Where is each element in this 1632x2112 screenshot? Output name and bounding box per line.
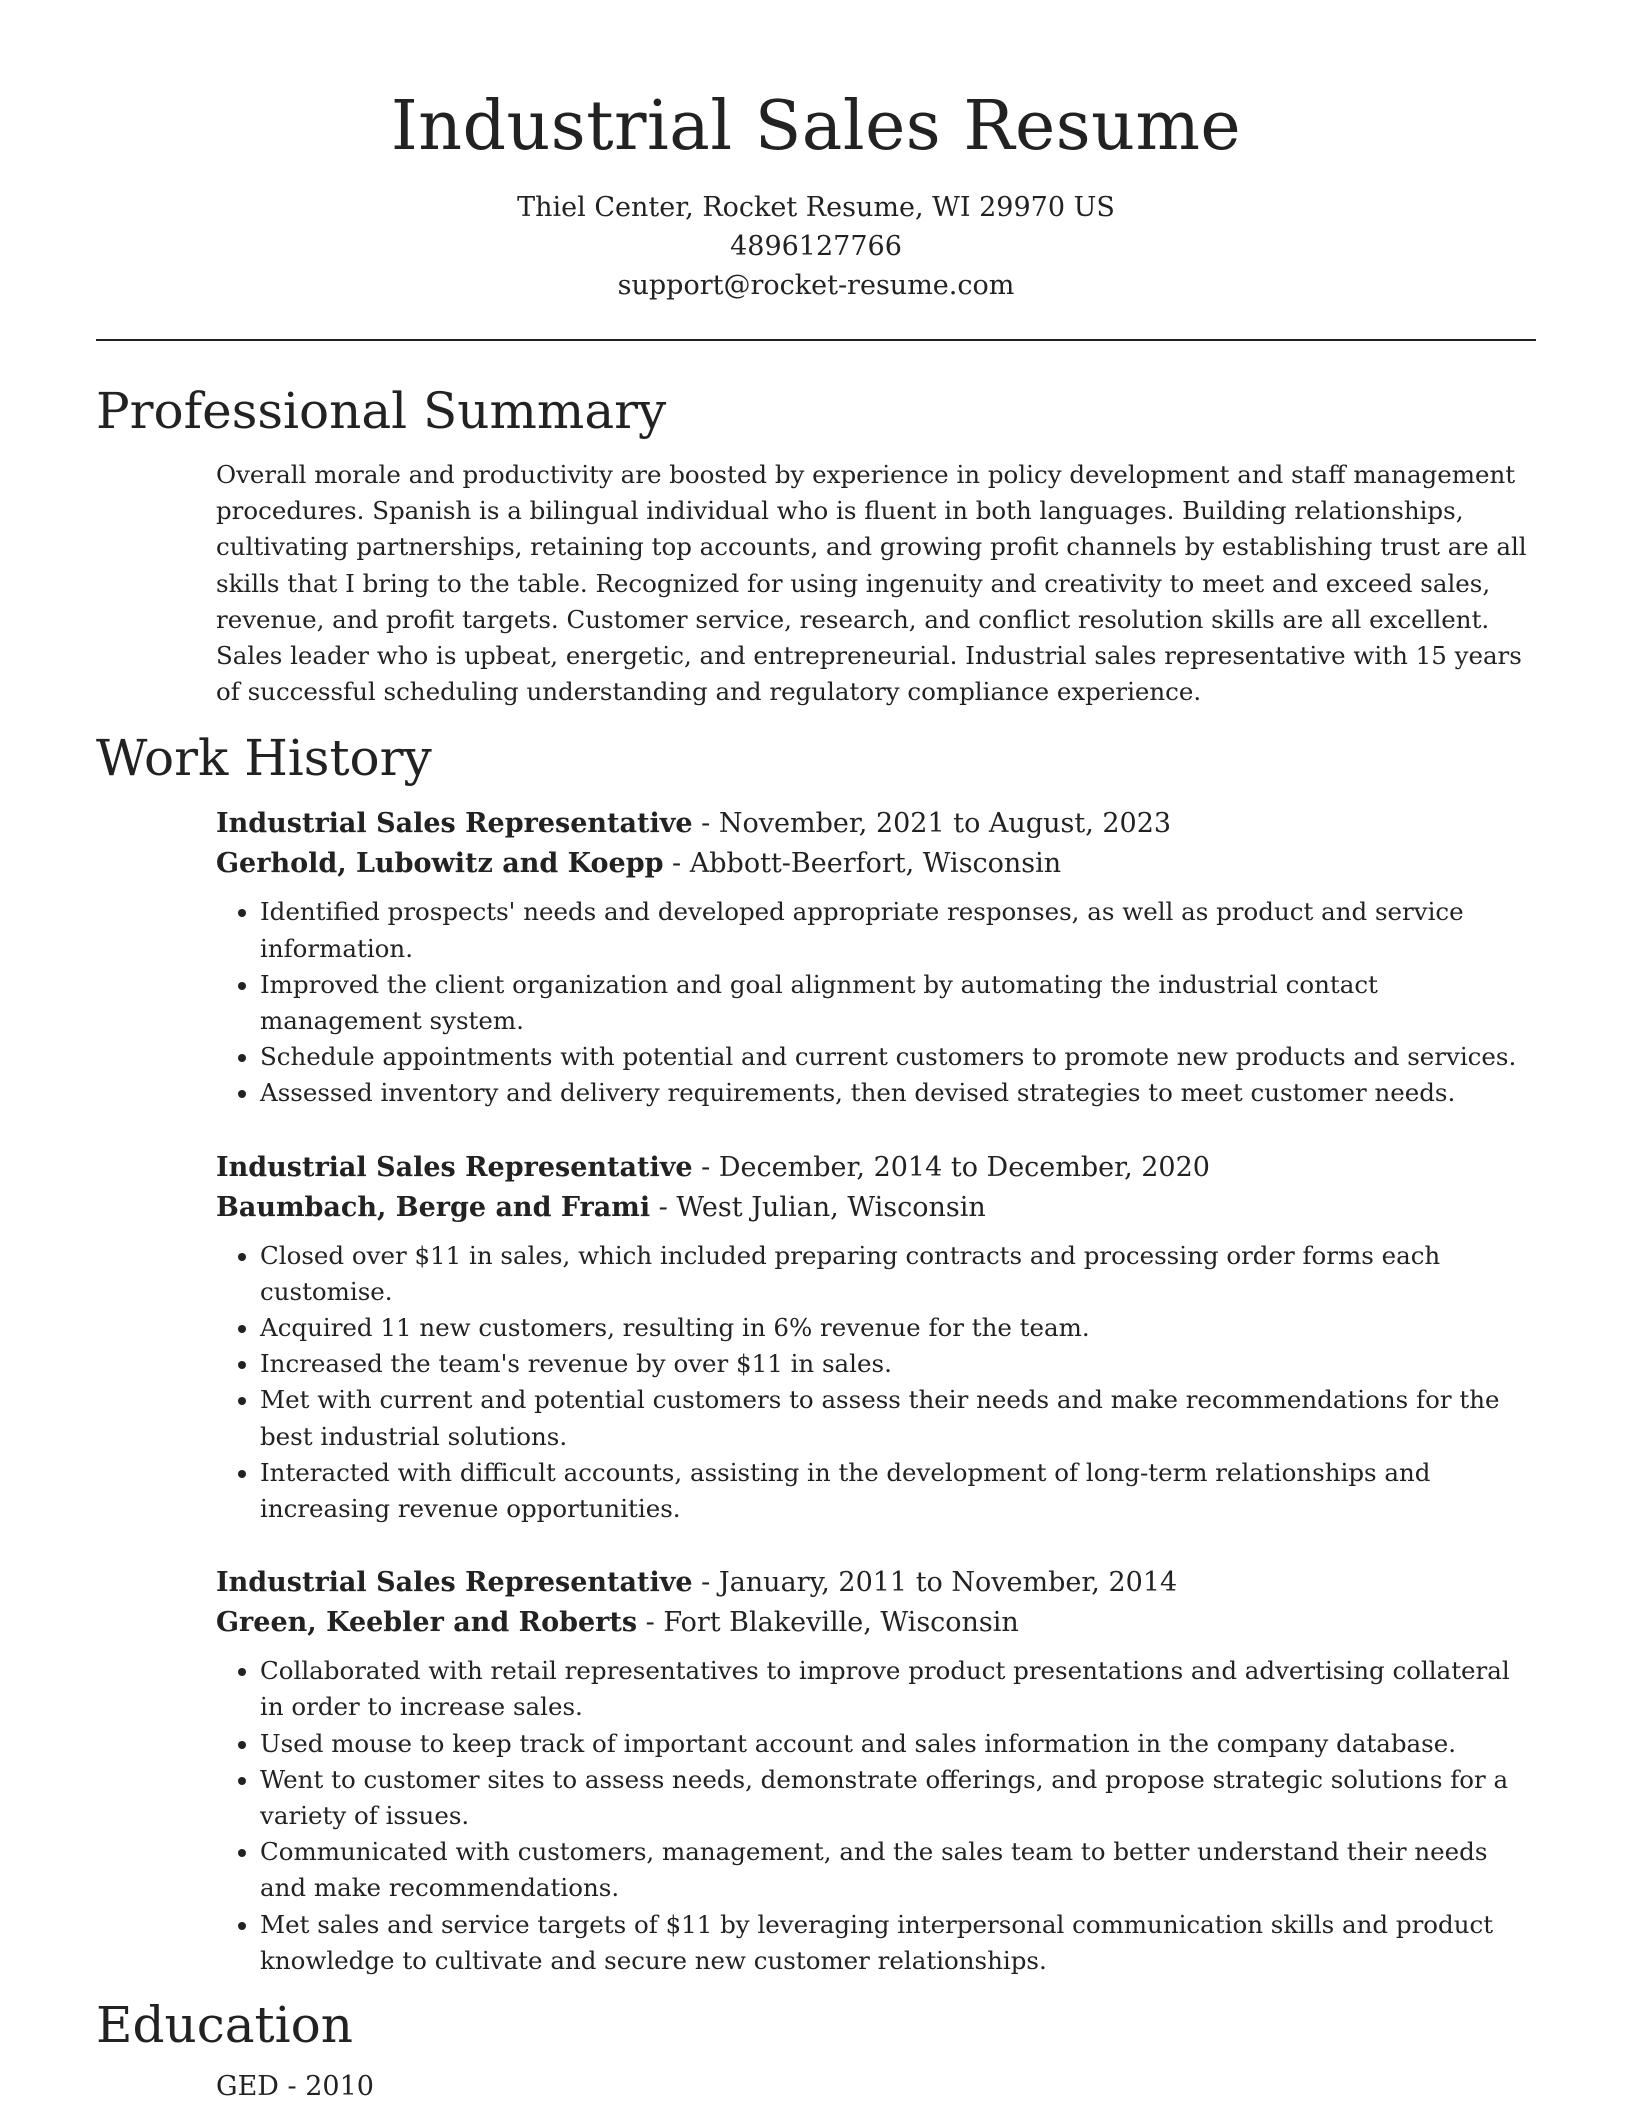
- contact-info: [96, 188, 1536, 305]
- list-item: • Interacted with difficult accounts, assisting in the development of long-term relationships and increasing revenue opportunities.: [260, 1455, 1536, 1527]
- job-location: - Abbott-Beerfort, Wisconsin: [663, 848, 1062, 880]
- list-item: • Went to customer sites to assess needs, demonstrate offerings, and propose strategic solutions for a variety of issues.: [260, 1762, 1536, 1834]
- list-item: • Assessed inventory and delivery requirements, then devised strategies to meet customer needs.: [260, 1075, 1536, 1111]
- job-company-line: [216, 1603, 1536, 1643]
- summary-text: Overall morale and productivity are boosted by experience in policy development and staff management procedures. Spanish is a bilingual individual who is fluent in both languages. Building relationships, cultivating partnerships, retaining top accounts, and growing profit channels by establishing trust are all skills that I bring to the table. Recognized for using ingenuity and creativity to meet and exceed sales, revenue, and profit targets. Customer service, research, and conflict resolution skills are all excellent. Sales leader who is upbeat, energetic, and entrepreneurial. Industrial sales representative with 15 years of successful scheduling understanding and regulatory compliance experience.: [216, 460, 1527, 707]
- job-title-line: [216, 1148, 1536, 1188]
- job-role: Industrial Sales Representative: [216, 1151, 693, 1183]
- list-item: • Acquired 11 new customers, resulting in 6% revenue for the team.: [260, 1310, 1536, 1346]
- job-title-line: [216, 1563, 1536, 1603]
- list-item: • Communicated with customers, management, and the sales team to better understand their needs and make recommendations.: [260, 1834, 1536, 1906]
- resume-header: [96, 0, 1536, 305]
- list-item: • Used mouse to keep track of important account and sales information in the company database.: [260, 1726, 1536, 1762]
- email: support@rocket-resume.com: [617, 270, 1015, 301]
- education-entry: GED - 2010: [216, 2071, 374, 2103]
- job-company-line: [216, 844, 1536, 884]
- header-divider: [96, 339, 1536, 341]
- job-entry: [216, 804, 1536, 1111]
- job-company: Green, Keebler and Roberts: [216, 1607, 638, 1639]
- resume-title: Industrial Sales Resume: [390, 87, 1242, 166]
- job-role: Industrial Sales Representative: [216, 808, 693, 840]
- job-dates: - November, 2021 to August, 2023: [692, 808, 1172, 840]
- summary-heading: Professional Summary: [96, 382, 667, 440]
- education-heading: Education: [96, 1996, 353, 2055]
- job-entry: [216, 1148, 1536, 1528]
- list-item: • Schedule appointments with potential and current customers to promote new products and services.: [260, 1039, 1536, 1075]
- job-location: - Fort Blakeville, Wisconsin: [637, 1607, 1019, 1639]
- phone: 4896127766: [730, 231, 902, 262]
- list-item: • Closed over $11 in sales, which included preparing contracts and processing order forms each customise.: [260, 1238, 1536, 1310]
- job-bullets: [216, 1238, 1536, 1528]
- list-item: • Increased the team's revenue by over $11 in sales.: [260, 1346, 1536, 1382]
- list-item: • Improved the client organization and goal alignment by automating the industrial contact management system.: [260, 967, 1536, 1039]
- list-item: • Collaborated with retail representatives to improve product presentations and advertising collateral in order to increase sales.: [260, 1653, 1536, 1725]
- job-company: Baumbach, Berge and Frami: [216, 1191, 651, 1223]
- list-item: • Identified prospects' needs and developed appropriate responses, as well as product and service information.: [260, 894, 1536, 966]
- job-bullets: [216, 894, 1536, 1111]
- job-list: [216, 804, 1536, 1979]
- job-entry: [216, 1563, 1536, 1979]
- work-history-heading: Work History: [96, 729, 432, 788]
- job-company-line: [216, 1188, 1536, 1228]
- list-item: • Met with current and potential customers to assess their needs and make recommendations for the best industrial solutions.: [260, 1382, 1536, 1454]
- job-company: Gerhold, Lubowitz and Koepp: [216, 848, 664, 880]
- job-dates: - December, 2014 to December, 2020: [692, 1151, 1210, 1183]
- job-role: Industrial Sales Representative: [216, 1567, 693, 1599]
- address: Thiel Center, Rocket Resume, WI 29970 US: [517, 192, 1115, 223]
- job-title-line: [216, 804, 1536, 844]
- job-dates: - January, 2011 to November, 2014: [692, 1567, 1178, 1599]
- job-bullets: [216, 1653, 1536, 1979]
- list-item: • Met sales and service targets of $11 by leveraging interpersonal communication skills and product knowledge to cultivate and secure new customer relationships.: [260, 1907, 1536, 1979]
- job-location: - West Julian, Wisconsin: [650, 1191, 986, 1223]
